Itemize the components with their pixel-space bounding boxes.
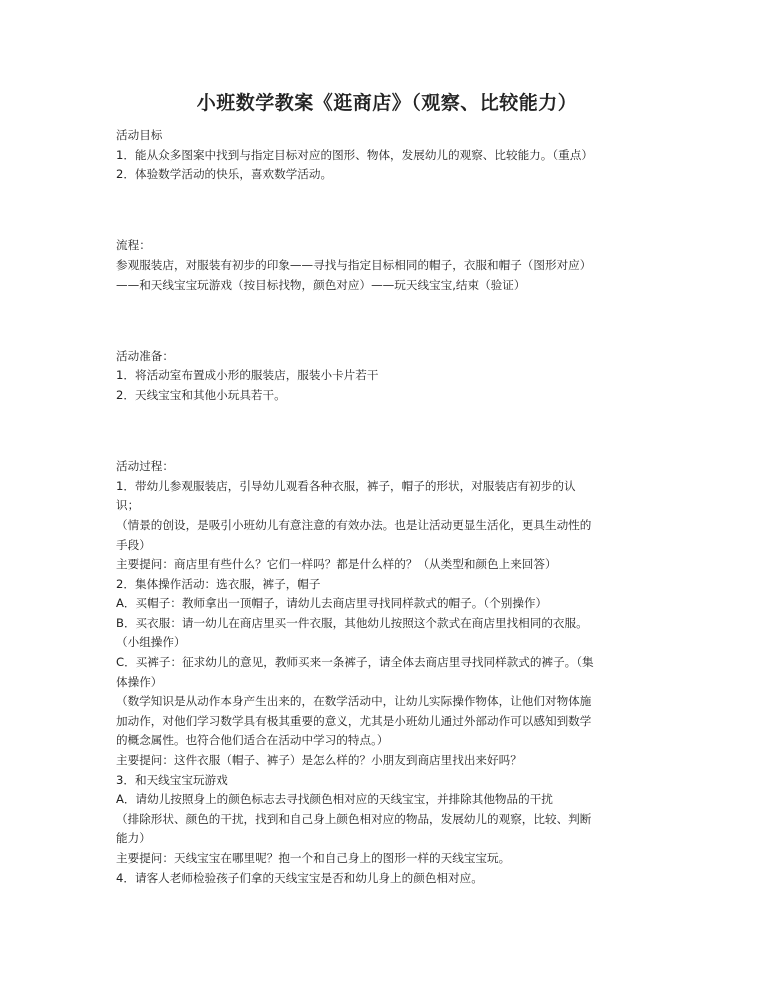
document-title: 小班数学教案《逛商店》（观察、比较能力）	[196, 92, 578, 114]
text-line: 流程：	[116, 238, 151, 253]
text-line: 1．能从众多图案中找到与指定目标对应的图形、物体，发展幼儿的观察、比较能力。（重点）	[116, 147, 593, 162]
text-line: 活动准备：	[116, 348, 174, 363]
text-line: 活动过程：	[116, 459, 174, 474]
blank-line	[116, 201, 656, 221]
blank-line	[116, 422, 656, 442]
text-line: A．请幼儿按照身上的颜色标志去寻找颜色相对应的天线宝宝，并排除其他物品的干扰	[116, 792, 553, 807]
text-line: 2．天线宝宝和其他小玩具若干。	[116, 387, 286, 402]
text-line: 3．和天线宝宝玩游戏	[116, 772, 228, 787]
text-line: 主要提问：商店里有些什么？它们一样吗？都是什么样的？（从类型和颜色上来回答）	[116, 557, 557, 572]
text-line: （小组操作）	[116, 635, 186, 650]
text-line: 2．体验数学活动的快乐，喜欢数学活动。	[116, 167, 333, 182]
text-line: 2．集体操作活动：选衣服，裤子，帽子	[116, 576, 321, 591]
text-line: B．买衣服：请一幼儿在商店里买一件衣服，其他幼儿按照这个款式在商店里找相同的衣服。	[116, 615, 588, 630]
text-line: （数学知识是从动作本身产生出来的，在数学活动中，让幼儿实际操作物体，让他们对物体施	[116, 694, 592, 709]
text-line: 1．将活动室布置成小形的服装店，服装小卡片若干	[116, 368, 379, 383]
text-line: 的概念属性。也符合他们适合在活动中学习的特点。）	[116, 733, 389, 748]
blank-line	[116, 311, 656, 331]
text-line: C．买裤子：征求幼儿的意见，教师买来一条裤子，请全体去商店里寻找同样款式的裤子。（集	[116, 655, 594, 670]
text-line: ——和天线宝宝玩游戏（按目标找物，颜色对应）——玩天线宝宝,结束（验证）	[116, 277, 526, 292]
text-line: 主要提问：天线宝宝在哪里呢？抱一个和自己身上的图形一样的天线宝宝玩。	[116, 851, 511, 865]
text-line: 手段）	[116, 537, 151, 552]
text-line: 参观服装店，对服装有初步的印象——寻找与指定目标相同的帽子，衣服和帽子（图形对应）	[116, 257, 592, 272]
text-line: 主要提问：这件衣服（帽子、裤子）是怎么样的？小朋友到商店里找出来好吗？	[116, 753, 522, 768]
text-line: 加动作，对他们学习数学具有极其重要的意义，尤其是小班幼儿通过外部动作可以感知到数学	[116, 713, 592, 728]
text-line: 1．带幼儿参观服装店，引导幼儿观看各种衣服，裤子，帽子的形状，对服装店有初步的认	[116, 478, 576, 493]
text-line: （情景的创设，是吸引小班幼儿有意注意的有效办法。也是让活动更显生活化，更具生动性的	[116, 517, 592, 532]
text-line: 活动目标	[116, 128, 163, 142]
text-line: A．买帽子：教师拿出一顶帽子，请幼儿去商店里寻找同样款式的帽子。（个别操作）	[116, 596, 548, 611]
text-line: 识；	[116, 498, 140, 513]
text-line: 体操作）	[116, 674, 163, 689]
document-page	[116, 90, 656, 888]
text-line: 4．请客人老师检验孩子们拿的天线宝宝是否和幼儿身上的颜色相对应。	[116, 870, 483, 885]
text-line: 能力）	[116, 831, 151, 846]
text-line: （排除形状、颜色的干扰，找到和自己身上颜色相对应的物品，发展幼儿的观察，比较、判断	[116, 811, 592, 826]
document-body	[116, 126, 656, 888]
